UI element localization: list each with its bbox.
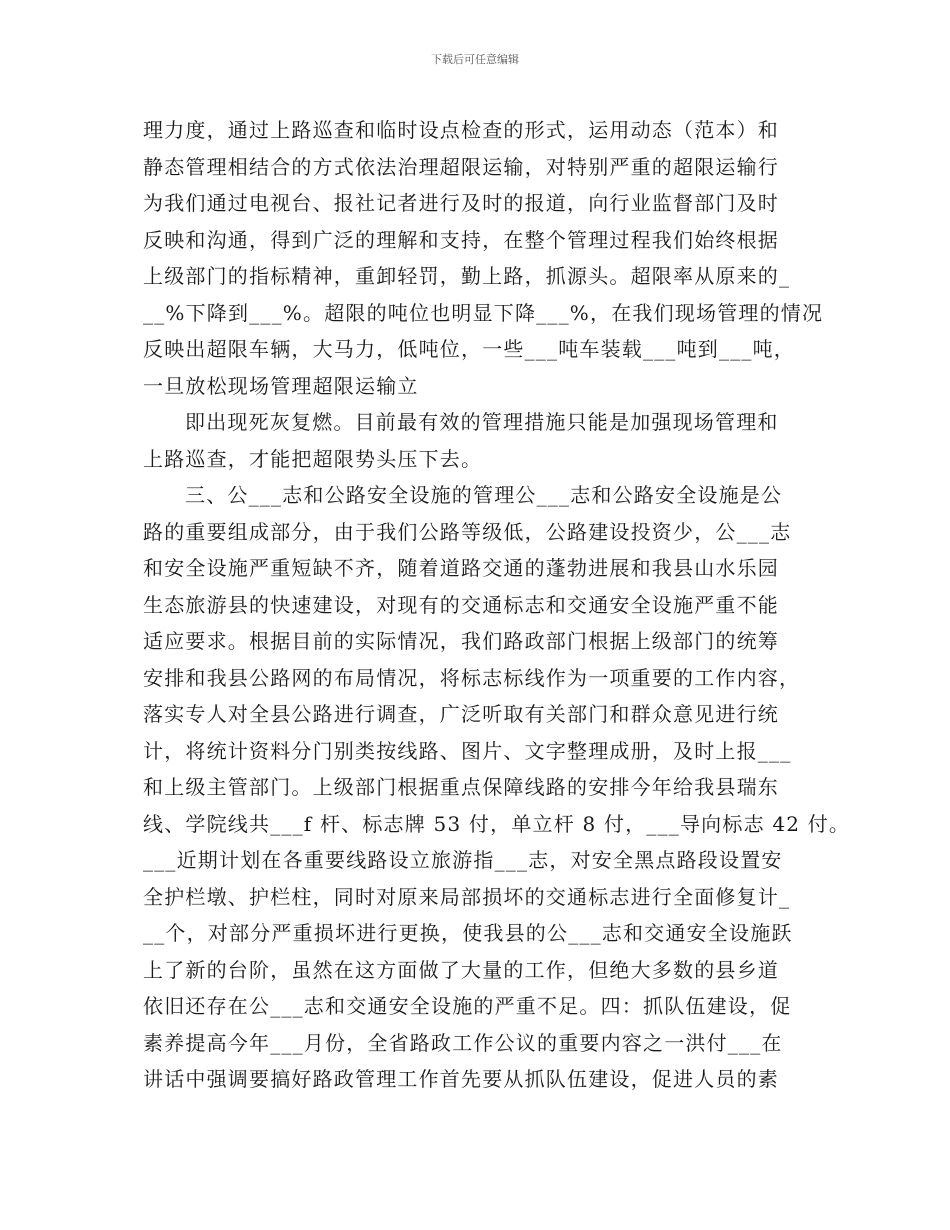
body-line: 上路巡查，才能把超限势头压下去。	[143, 446, 483, 471]
body-line: 计，将统计资料分门别类按线路、图片、文字整理成册，及时上报___	[143, 738, 792, 763]
body-line: __个，对部分严重损坏进行更换，使我县的公___志和交通安全设施跃	[143, 921, 793, 945]
paragraph-start-line: 即出现死灰复燃。目前最有效的管理措施只能是加强现场管理和	[185, 410, 779, 434]
body-line: 讲话中强调要搞好路政管理工作首先要从抓队伍建设，促进人员的素	[143, 1067, 779, 1091]
body-line: 落实专人对全县公路进行调查，广泛听取有关部门和群众意见进行统	[143, 702, 779, 726]
section-heading-line: 三、公___志和公路安全设施的管理公___志和公路安全设施是公	[185, 483, 783, 507]
body-line: 和上级主管部门。上级部门根据重点保障线路的安排今年给我县瑞东	[143, 775, 779, 799]
page-header: 下载后可任意编辑	[431, 53, 519, 66]
body-line: 反映出超限车辆，大马力，低吨位，一些___吨车装载___吨到___吨，	[143, 337, 795, 361]
body-line: ___近期计划在各重要线路设立旅游指___志，对安全黑点路段设置安	[143, 848, 783, 872]
body-line: 适应要求。根据目前的实际情况，我们路政部门根据上级部门的统筹	[143, 629, 779, 653]
body-line: 生态旅游县的快速建设，对现有的交通标志和交通安全设施严重不能	[143, 592, 779, 617]
body-line: 线、学院线共___f 杆、标志牌 53 付，单立杆 8 付，___导向标志 42 付。	[143, 811, 851, 836]
body-line: 静态管理相结合的方式依法治理超限运输，对特别严重的超限运输行	[143, 154, 779, 179]
body-line: 反映和沟通，得到广泛的理解和支持，在整个管理过程我们始终根据	[143, 227, 779, 252]
body-line: 和安全设施严重短缺不齐，随着道路交通的蓬勃进展和我县山水乐园	[143, 556, 779, 580]
body-line: __%下降到___%。超限的吨位也明显下降___%，在我们现场管理的情况	[143, 300, 824, 325]
body-line: 依旧还存在公___志和交通安全设施的严重不足。四：抓队伍建设，促	[143, 994, 792, 1018]
body-line: 上级部门的指标精神，重卸轻罚，勤上路，抓源头。超限率从原来的_	[143, 264, 791, 288]
body-line: 全护栏墩、护栏柱，同时对原来局部损坏的交通标志进行全面修复计_	[143, 884, 791, 909]
body-line: 一旦放松现场管理超限运输立	[143, 373, 419, 398]
body-line: 为我们通过电视台、报社记者进行及时的报道，向行业监督部门及时	[143, 191, 779, 215]
body-line: 路的重要组成部分，由于我们公路等级低，公路建设投资少，公___志	[143, 519, 792, 544]
body-line: 理力度，通过上路巡查和临时设点检查的形式，运用动态（范本）和	[143, 118, 779, 142]
body-line: 素养提高今年___月份，全省路政工作公议的重要内容之一洪付___在	[143, 1030, 783, 1055]
document-body	[143, 112, 851, 1098]
body-line: 安排和我县公路网的布局情况，将标志标线作为一项重要的工作内容，	[143, 665, 801, 690]
body-line: 上了新的台阶，虽然在这方面做了大量的工作，但绝大多数的县乡道	[143, 957, 779, 982]
